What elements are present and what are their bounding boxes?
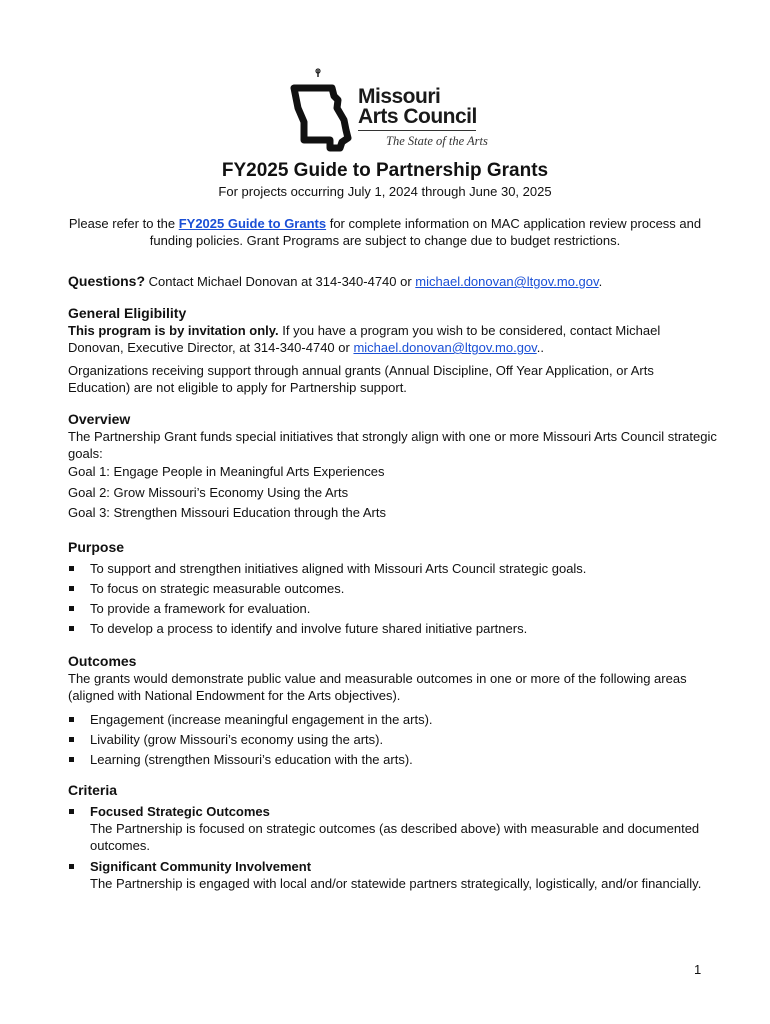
criteria-item [68,803,718,854]
logo-name-line1: Missouri [358,85,441,108]
eligibility-section [68,304,718,396]
purpose-list [68,559,718,639]
eligibility-end: .. [536,340,544,355]
missouri-state-map-icon [288,68,354,152]
missouri-arts-council-logo [288,68,488,158]
questions-text: Contact Michael Donovan at 314-340-4740 or [145,274,416,289]
outcomes-heading: Outcomes [68,653,137,669]
questions-label: Questions? [68,273,146,289]
overview-goal: Goal 1: Engage People in Meaningful Arts Experiences [68,464,385,479]
questions-line [68,273,602,289]
page-subtitle: For projects occurring July 1, 2024 through June 30, 2025 [218,184,552,199]
eligibility-paragraph-2: Organizations receiving support through annual grants (Annual Discipline, Off Year Application, or Arts Education) are not eligible to apply for Partnership support. [68,363,654,395]
intro-text-after: for complete information on MAC application review process and funding policies. Grant Programs are subject to change due to budget restrictions. [149,216,702,248]
logo-name-line2: Arts Council [358,105,477,128]
criteria-item-title: Focused Strategic Outcomes [90,804,270,819]
purpose-section [68,538,718,639]
list-item: Livability (grow Missouri’s economy using the arts). [68,730,718,750]
overview-section [68,410,718,524]
purpose-heading: Purpose [68,539,125,555]
list-item: To support and strengthen initiatives aligned with Missouri Arts Council strategic goals. [68,559,718,579]
intro-paragraph [60,215,710,249]
list-item: To focus on strategic measurable outcomes. [68,579,718,599]
overview-goal: Goal 2: Grow Missouri’s Economy Using the Arts [68,484,349,500]
list-item: To provide a framework for evaluation. [68,599,718,619]
list-item: To develop a process to identify and involve future shared initiative partners. [68,619,718,639]
questions-end: . [598,274,603,289]
criteria-item-text: The Partnership is focused on strategic outcomes (as described above) with measurable and documented outcomes. [90,821,700,853]
page-title: FY2025 Guide to Partnership Grants [221,160,549,181]
eligibility-text: If you have a program you wish to be considered, contact Michael Donovan, Executive Director, at 314-340-4740 or [68,323,661,355]
intro-text-before: Please refer to the [68,216,179,231]
page-number: 1 [694,962,702,977]
outcomes-section [68,652,718,770]
eligibility-email-link[interactable]: michael.donovan@ltgov.mo.gov [353,340,537,355]
eligibility-heading: General Eligibility [68,305,187,321]
eligibility-paragraph [68,322,718,356]
eligibility-bold: This program is by invitation only. [68,323,279,338]
logo-tagline: The State of the Arts [386,134,488,148]
overview-heading: Overview [68,411,131,427]
list-item: Engagement (increase meaningful engagement in the arts). [68,710,718,730]
outcomes-list [68,710,718,770]
logo-divider [358,130,476,131]
criteria-item-text: The Partnership is engaged with local and/or statewide partners strategically, logistically, and/or financially. [90,876,702,891]
contact-email-link[interactable]: michael.donovan@ltgov.mo.gov [415,274,599,289]
guide-to-grants-link[interactable]: FY2025 Guide to Grants [178,216,327,231]
list-item: Learning (strengthen Missouri’s education with the arts). [68,750,718,770]
overview-goal: Goal 3: Strengthen Missouri Education through the Arts [68,505,386,520]
criteria-item-title: Significant Community Involvement [90,859,312,874]
criteria-section [68,781,718,892]
criteria-item [68,858,718,892]
outcomes-text: The grants would demonstrate public value and measurable outcomes in one or more of the following areas (aligned with National Endowment for the Arts objectives). [68,671,687,703]
criteria-heading: Criteria [68,782,118,798]
overview-text: The Partnership Grant funds special initiatives that strongly align with one or more Missouri Arts Council strategic goals: [68,429,717,461]
